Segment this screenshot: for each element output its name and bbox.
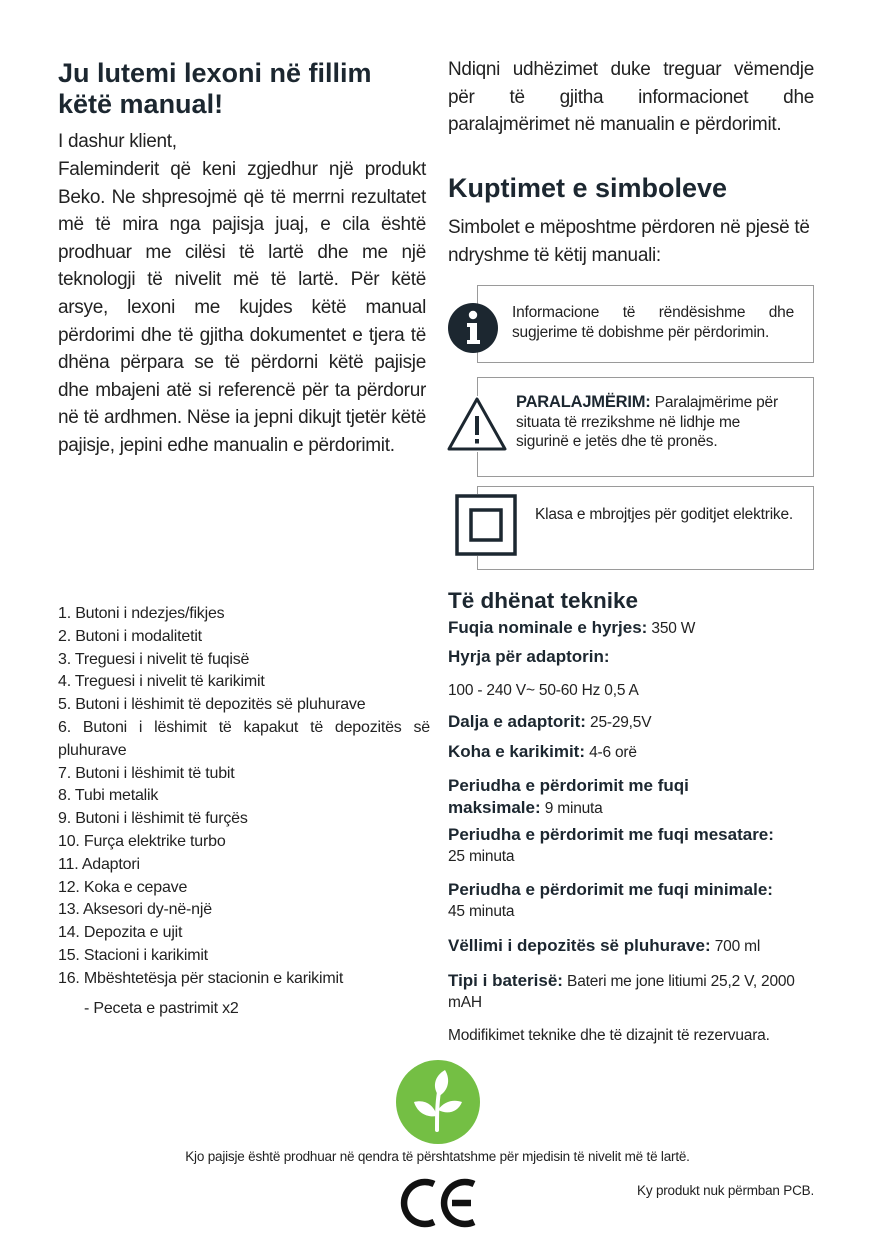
spec-label: Dalja e adaptorit: [448,712,586,731]
spec-max-usage [448,775,778,819]
info-icon [447,302,499,354]
warning-text [516,393,796,452]
eco-leaf-icon [396,1060,480,1144]
spec-value: 700 ml [710,938,761,955]
pcb-statement: Ky produkt nuk përmban PCB. [637,1183,814,1198]
spec-label: Tipi i baterisë: [448,971,563,990]
list-item: 8. Tubi metalik [58,787,159,805]
spec-label: Periudha e përdorimit me fuqi minimale: [448,880,773,899]
spec-min-usage [448,879,778,922]
list-item: 4. Treguesi i nivelit të karikimit [58,673,265,691]
list-item: 15. Stacioni i karikimit [58,946,208,964]
extra-item: - Peceta e pastrimit x2 [84,1000,239,1017]
ce-mark-label [478,1177,479,1178]
spec-label: Periudha e përdorimit me fuqi mesatare: [448,825,774,844]
list-item: 1. Butoni i ndezjes/fikjes [58,605,225,622]
spec-adapter-out [448,711,814,733]
list-item: 7. Butoni i lëshimit të tubit [58,764,235,782]
parts-list [58,603,430,991]
spec-power [448,617,814,639]
double-insulation-icon [455,494,517,556]
info-symbol-box [477,285,814,363]
page-title: Ju lutemi lexoni në fillim këtë manual! [58,58,372,119]
spec-value: 4-6 orë [585,744,637,761]
spec-label: Koha e karikimit: [448,742,585,761]
warning-label: PARALAJMËRIM: [516,393,651,411]
warning-symbol-box [477,377,814,477]
spec-value: 350 W [647,620,696,637]
spec-value: 9 minuta [540,800,603,817]
spec-value: 45 minuta [448,903,515,920]
spec-note: Modifikimet teknike dhe të dizajnit të rezervuara. [448,1027,770,1044]
spec-value: 25-29,5V [585,714,652,731]
ce-mark [400,1177,478,1229]
specs-heading: Të dhënat teknike [448,588,639,613]
spec-label: Periudha e përdorimit me fuqi maksimale: [448,776,689,817]
spec-charge-time [448,741,814,763]
symbols-intro: Simbolet e mëposhtme përdoren në pjesë të ndryshme të këtij manuali: [448,217,810,266]
spec-adapter-in-value: 100 - 240 V~ 50-60 Hz 0,5 A [448,682,639,699]
greeting: I dashur klient, [58,131,177,152]
info-text: Informacione të rëndësishme dhe sugjerime të dobishme për përdorimin. [512,304,794,341]
spec-adapter-in [448,646,814,668]
spec-battery [448,970,818,1013]
spec-mid-usage [448,824,778,867]
list-item: 2. Butoni i modalitetit [58,627,202,645]
spec-label: Fuqia nominale e hyrjes: [448,618,648,637]
list-item: 11. Adaptori [58,855,140,873]
class-symbol-box [477,486,814,570]
list-item: 10. Furça elektrike turbo [58,832,226,850]
class-text: Klasa e mbrojtjes për goditjet elektrike. [535,506,794,523]
warning-triangle-icon [446,396,508,452]
list-item: 6. Butoni i lëshimit të kapakut të depozitës së pluhurave [58,718,430,759]
list-item: 5. Butoni i lëshimit të depozitës së pluhurave [58,696,366,714]
spec-value: Bateri me jone litiumi 25,2 V, 2000 mAH [448,973,795,1011]
list-item: 13. Aksesori dy-në-një [58,901,212,919]
list-item: 12. Koka e cepave [58,878,188,896]
list-item: 3. Treguesi i nivelit të fuqisë [58,650,250,668]
spec-value: 25 minuta [448,848,515,865]
list-item: 16. Mbështetësja për stacionin e karikimit [58,969,344,987]
list-item: 9. Butoni i lëshimit të furçës [58,810,248,828]
intro-paragraph: Faleminderit që keni zgjedhur një produkt Beko. Ne shpresojmë që të merrni rezultatet më të mira nga pajisja juaj, e cila është prodhuar me cilësi të lartë dhe me një teknologji të nivelit më të lartë. Për këtë arsye, lexoni me kujdes këtë manual përdorimi dhe të gjitha dokumentet e tjera të dhëna përpara se të përdorni këtë pajisje dhe mbajeni atë si referencë për ta përdorur në të ardhmen. Nëse ia jepni dikujt tjetër këtë pajisje, jepini edhe manualin e përdorimit. [58,159,426,456]
spec-dust-volume [448,935,818,957]
symbols-heading: Kuptimet e simboleve [448,173,728,203]
spec-label: Vëllimi i depozitës së pluhurave: [448,936,711,955]
spec-label: Hyrja për adaptorin: [448,647,610,666]
instructions-paragraph: Ndiqni udhëzimet duke treguar vëmendje për të gjitha informacionet dhe paralajmërimet në manualin e përdorimit. [448,59,814,136]
eco-statement: Kjo pajisje është prodhuar në qendra të përshtatshme për mjedisin të nivelit më të lartë. [185,1149,690,1164]
warning-description: Paralajmërime për situata të rrezikshme në lidhje me sigurinë e jetës dhe të pronës. [516,394,778,451]
list-item: 14. Depozita e ujit [58,924,183,942]
